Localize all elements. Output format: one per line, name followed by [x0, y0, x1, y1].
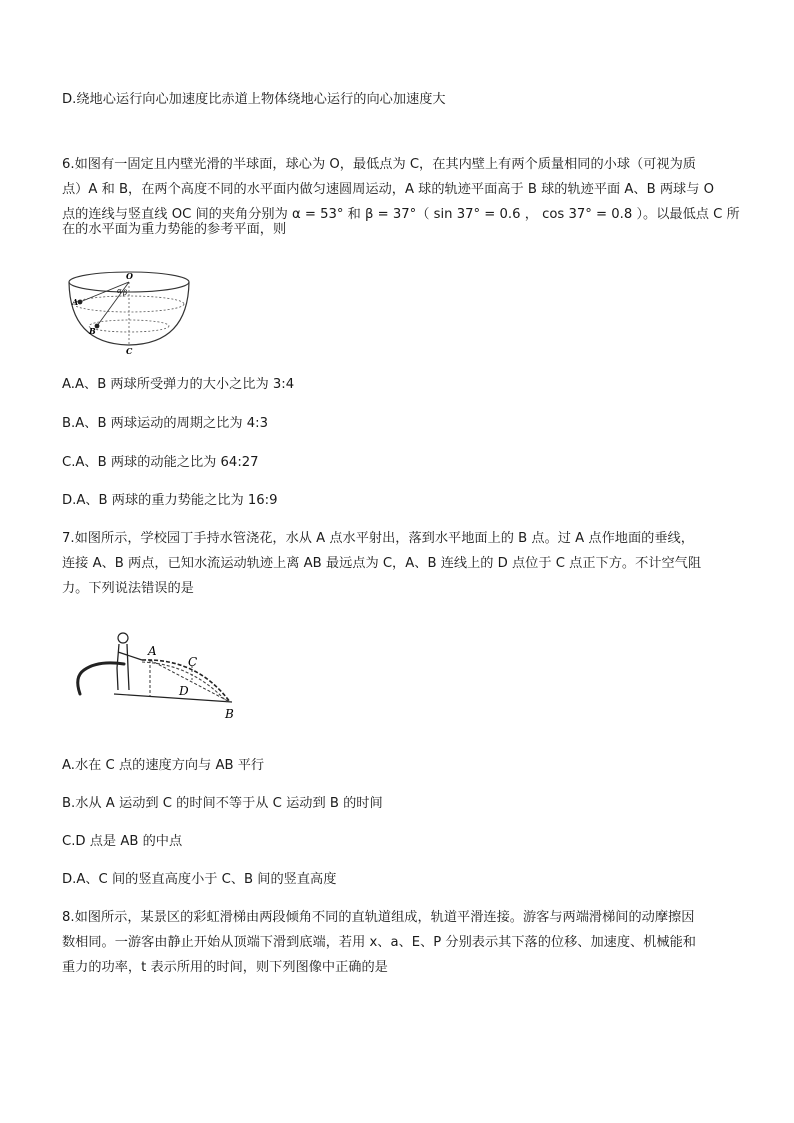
- q6-stem-line-4: 在的水平面为重力势能的参考平面，则: [62, 222, 287, 237]
- q8-stem-line-1: 8.如图所示，某景区的彩虹滑梯由两段倾角不同的直轨道组成，轨道平滑连接。游客与两端滑梯间的动摩擦因: [62, 910, 695, 925]
- label-a: A: [72, 297, 79, 307]
- q7-option-c: C.D 点是 AB 的中点: [62, 834, 183, 849]
- label-alpha: α: [117, 287, 122, 295]
- ball-a: [78, 300, 83, 305]
- q7-option-b: B.水从 A 运动到 C 的时间不等于从 C 运动到 B 的时间: [62, 796, 383, 811]
- q6-option-b: B.A、B 两球运动的周期之比为 4:3: [62, 416, 268, 431]
- gardener-head: [118, 633, 128, 643]
- label-b: B: [89, 326, 96, 336]
- q7-stem-line-3: 力。下列说法错误的是: [62, 581, 194, 596]
- label-c: C: [188, 655, 198, 669]
- watering-figure: [62, 622, 252, 722]
- label-a: A: [148, 644, 157, 658]
- q7-stem-line-2: 连接 A、B 两点，已知水流运动轨迹上离 AB 最远点为 C，A、B 连线上的 D 点位于 C 点正下方。不计空气阻: [62, 556, 702, 571]
- q5-option-d: D.绕地心运行向心加速度比赤道上物体绕地心运行的向心加速度大: [62, 92, 446, 107]
- q6-option-a: A.A、B 两球所受弹力的大小之比为 3:4: [62, 377, 295, 392]
- label-c: C: [126, 346, 133, 356]
- label-b: B: [225, 707, 234, 721]
- label-d: D: [179, 684, 189, 698]
- q6-option-d: D.A、B 两球的重力势能之比为 16:9: [62, 493, 278, 508]
- q7-option-a: A.水在 C 点的速度方向与 AB 平行: [62, 758, 265, 773]
- label-o: O: [126, 271, 133, 281]
- hemisphere-figure: [62, 262, 197, 357]
- q6-stem-line-1: 6.如图有一固定且内壁光滑的半球面，球心为 O，最低点为 C，在其内壁上有两个质量相同的小球（可视为质: [62, 157, 696, 172]
- q6-option-c: C.A、B 两球的动能之比为 64:27: [62, 455, 259, 470]
- q8-stem-line-2: 数相同。一游客由静止开始从顶端下滑到底端，若用 x、a、E、P 分别表示其下落的位移、加速度、机械能和: [62, 935, 696, 950]
- q7-option-d: D.A、C 间的竖直高度小于 C、B 间的竖直高度: [62, 872, 337, 887]
- label-beta: β: [123, 289, 128, 297]
- q8-stem-line-3: 重力的功率，t 表示所用的时间，则下列图像中正确的是: [62, 960, 388, 975]
- gardener-body: [117, 644, 142, 690]
- q6-stem-line-2: 点）A 和 B，在两个高度不同的水平面内做匀速圆周运动，A 球的轨迹平面高于 B 球的轨迹平面 A、B 两球与 O: [62, 182, 714, 197]
- ground-line: [114, 694, 232, 702]
- q6-stem-line-3: 点的连线与竖直线 OC 间的夹角分别为 α = 53° 和 β = 37°（ sin 37° = 0.6 ， cos 37° = 0.8 ）。以最低点 C 所: [62, 207, 740, 222]
- q7-stem-line-1: 7.如图所示，学校园丁手持水管浇花，水从 A 点水平射出，落到水平地面上的 B 点。过 A 点作地面的垂线，: [62, 531, 694, 546]
